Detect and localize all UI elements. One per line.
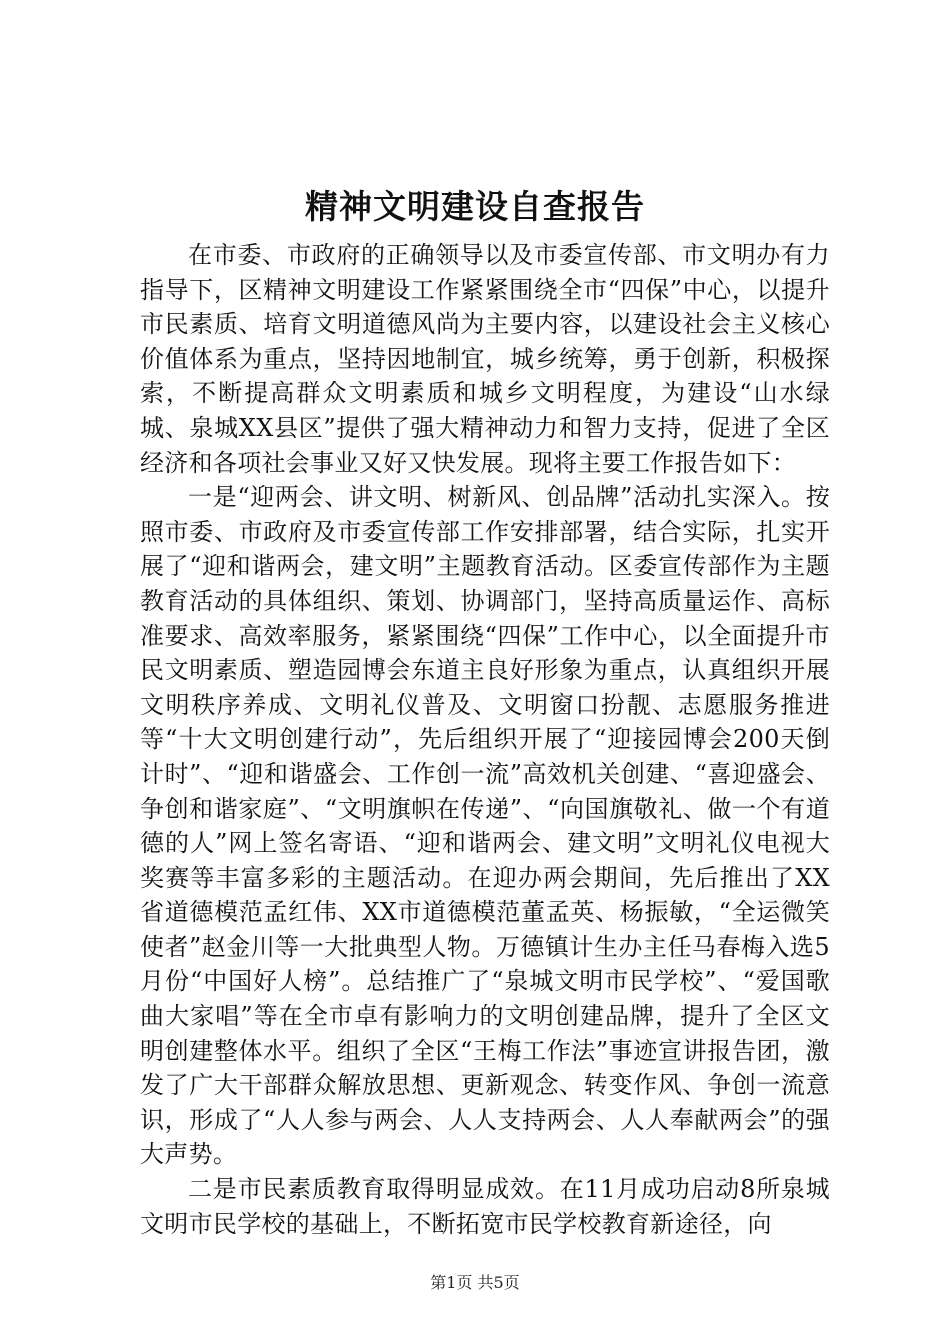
paragraph-intro: 在市委、市政府的正确领导以及市委宣传部、市文明办有力指导下，区精神文明建设工作紧紧围绕全市“四保”中心，以提升市民素质、培育文明道德风尚为主要内容，以建设社会主义核心价值体系为重点，坚持因地制宜，城乡统筹，勇于创新，积极探索，不断提高群众文明素质和城乡文明程度，为建设“山水绿城、泉城XX县区”提供了强大精神动力和智力支持，促进了全区经济和各项社会事业又好又快发展。现将主要工作报告如下： xyxy=(140,241,830,477)
page-number-footer: 第1页 共5页 xyxy=(430,1273,520,1292)
paragraph-section-one: 一是“迎两会、讲文明、树新风、创品牌”活动扎实深入。按照市委、市政府及市委宣传部工作安排部署，结合实际，扎实开展了“迎和谐两会，建文明”主题教育活动。区委宣传部作为主题教育活动的具体组织、策划、协调部门，坚持高质量运作、高标准要求、高效率服务，紧紧围绕“四保”工作中心，以全面提升市民文明素质、塑造园博会东道主良好形象为重点，认真组织开展文明秩序养成、文明礼仪普及、文明窗口扮靓、志愿服务推进等“十大文明创建行动”，先后组织开展了“迎接园博会200天倒计时”、“迎和谐盛会、工作创一流”高效机关创建、“喜迎盛会、争创和谐家庭”、“文明旗帜在传递”、“向国旗敬礼、做一个有道德的人”网上签名寄语、“迎和谐两会、建文明”文明礼仪电视大奖赛等丰富多彩的主题活动。在迎办两会期间，先后推出了XX省道德模范孟红伟、XX市道德模范董孟英、杨振敏，“全运微笑使者”赵金川等一大批典型人物。万德镇计生办主任马春梅入选5月份“中国好人榜”。总结推广了“泉城文明市民学校”、“爱国歌曲大家唱”等在全市卓有影响力的文明创建品牌，提升了全区文明创建整体水平。组织了全区“王梅工作法”事迹宣讲报告团，激发了广大干部群众解放思想、更新观念、转变作风、争创一流意识，形成了“人人参与两会、人人支持两会、人人奉献两会”的强大声势。 xyxy=(140,483,830,1169)
document-body xyxy=(140,238,830,1241)
paragraph-section-two: 二是市民素质教育取得明显成效。在11月成功启动8所泉城文明市民学校的基础上，不断拓宽市民学校教育新途径，向 xyxy=(140,1175,830,1238)
document-title: 精神文明建设自查报告 xyxy=(305,187,645,226)
